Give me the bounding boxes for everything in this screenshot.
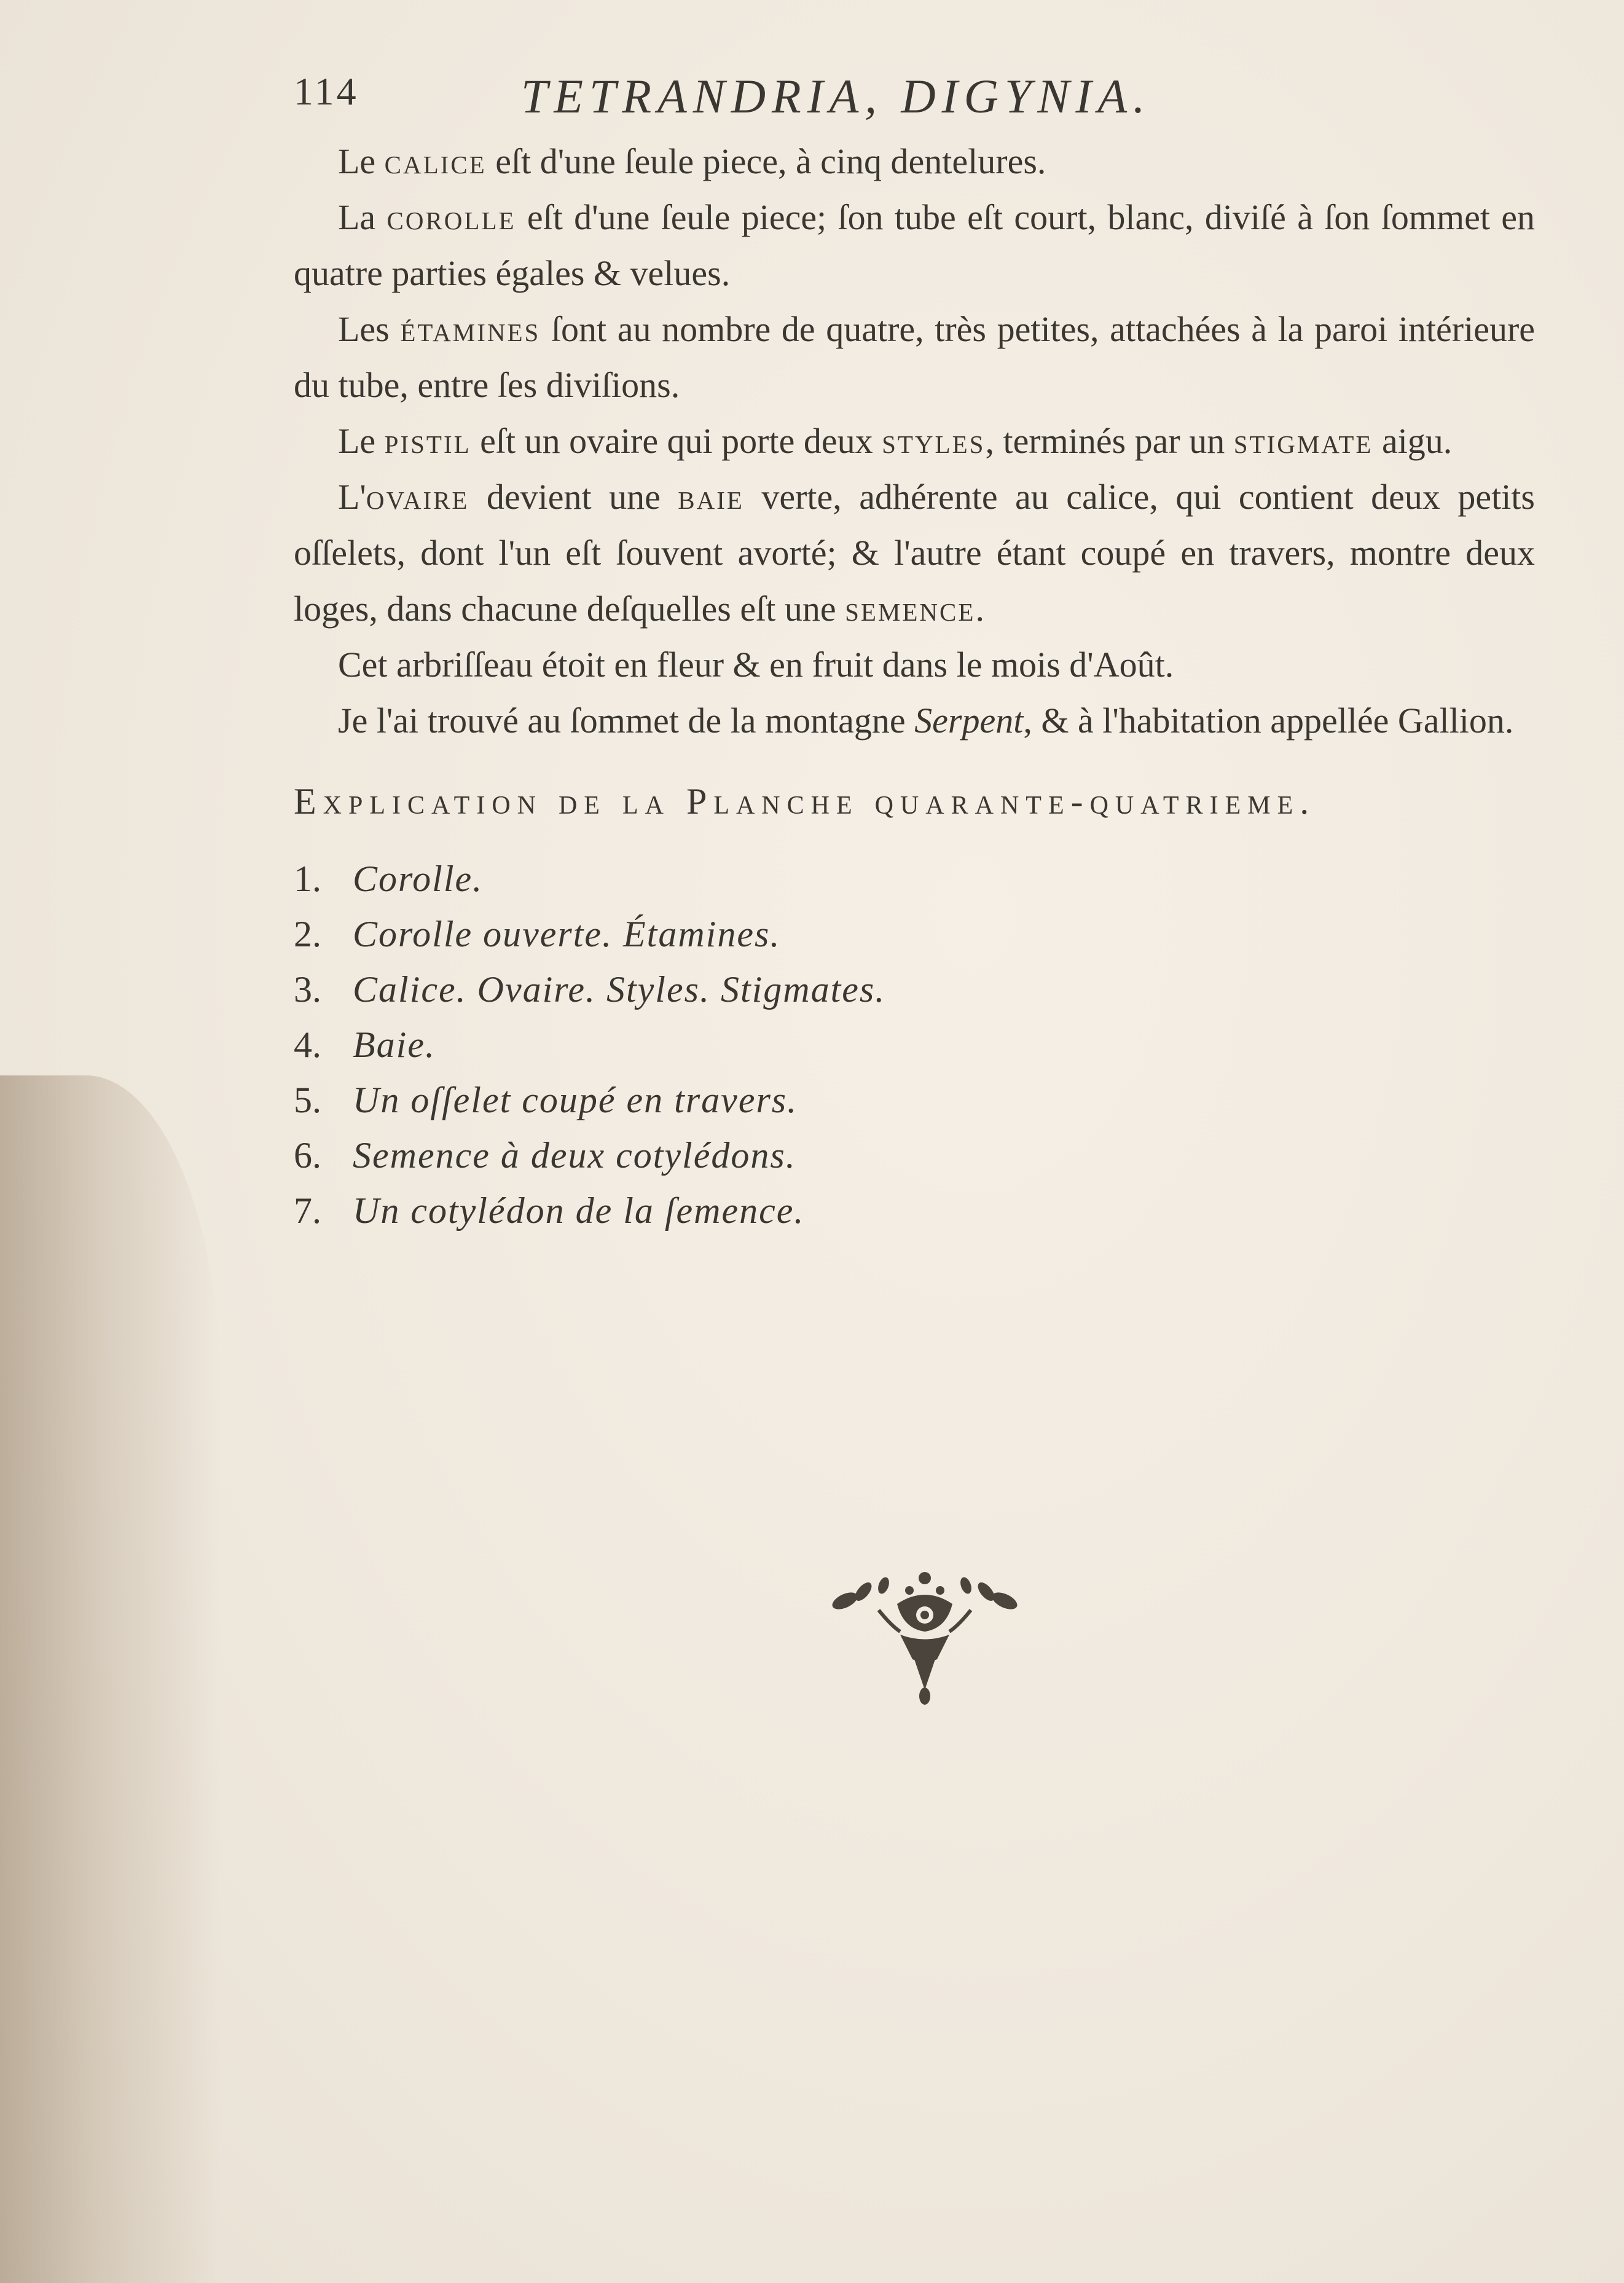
plate-explanation-heading: Explication de la Planche quarante-quatrieme. — [294, 781, 1316, 822]
fleuron-ornament-icon — [823, 1567, 1026, 1715]
legend-item: 1. Corolle. — [294, 859, 484, 899]
thumb-shadow — [0, 1075, 221, 2283]
term-calice: calice — [384, 141, 487, 181]
paragraph-calice: Le calice eſt d'une ſeule piece, à cinq dentelures. — [338, 141, 1046, 181]
legend-item: 4. Baie. — [294, 1024, 436, 1065]
paragraph-location: Je l'ai trouvé au ſommet de la montagne Serpent, & à l'habitation appellée Gallion. — [338, 701, 1514, 741]
paragraph-flowering: Cet arbriſſeau étoit en fleur & en fruit dans le mois d'Août. — [338, 645, 1174, 685]
term-corolle: corolle — [386, 197, 516, 237]
running-title: TETRANDRIA, DIGYNIA. — [521, 69, 1151, 123]
term-pistil: pistil — [384, 421, 471, 461]
legend-item: 7. Un cotylédon de la ſemence. — [294, 1190, 805, 1231]
term-baie: baie — [678, 477, 744, 517]
plate-legend — [294, 851, 1535, 1238]
place-serpent: Serpent — [914, 701, 1024, 741]
term-semence: semence — [845, 589, 976, 629]
term-etamines: étamines — [400, 309, 541, 349]
paragraph-etamines: Les étamines ſont au nombre de quatre, très petites, attachées à la paroi intérieure du tube, entre ſes diviſions. — [294, 309, 1536, 405]
legend-item: 3. Calice. Ovaire. Styles. Stigmates. — [294, 969, 886, 1010]
legend-item: 2. Corolle ouverte. Étamines. — [294, 914, 781, 954]
page-number: 114 — [294, 69, 359, 113]
term-stigmate: stigmate — [1233, 421, 1373, 461]
paragraph-pistil: Le pistil eſt un ovaire qui porte deux styles, terminés par un stigmate aigu. — [338, 421, 1453, 461]
term-styles: styles — [882, 421, 986, 461]
legend-item: 5. Un oſſelet coupé en travers. — [294, 1080, 798, 1120]
paragraph-corolle: La corolle eſt d'une ſeule piece; ſon tube eſt court, blanc, diviſé à ſon ſommet en quatre parties égales & velues. — [294, 197, 1535, 293]
term-ovaire: ovaire — [366, 477, 469, 517]
page-text-block — [294, 69, 1535, 1238]
page-header — [294, 69, 1535, 133]
description-body — [294, 133, 1535, 749]
paragraph-ovaire: L'ovaire devient une baie verte, adhérente au calice, qui contient deux petits oſſelets, dont l'un eſt ſouvent avorté; & l'autre étant coupé en travers, montre deux loges, dans chacune deſquelles eſt une semence. — [294, 477, 1535, 629]
legend-item: 6. Semence à deux cotylédons. — [294, 1135, 796, 1176]
